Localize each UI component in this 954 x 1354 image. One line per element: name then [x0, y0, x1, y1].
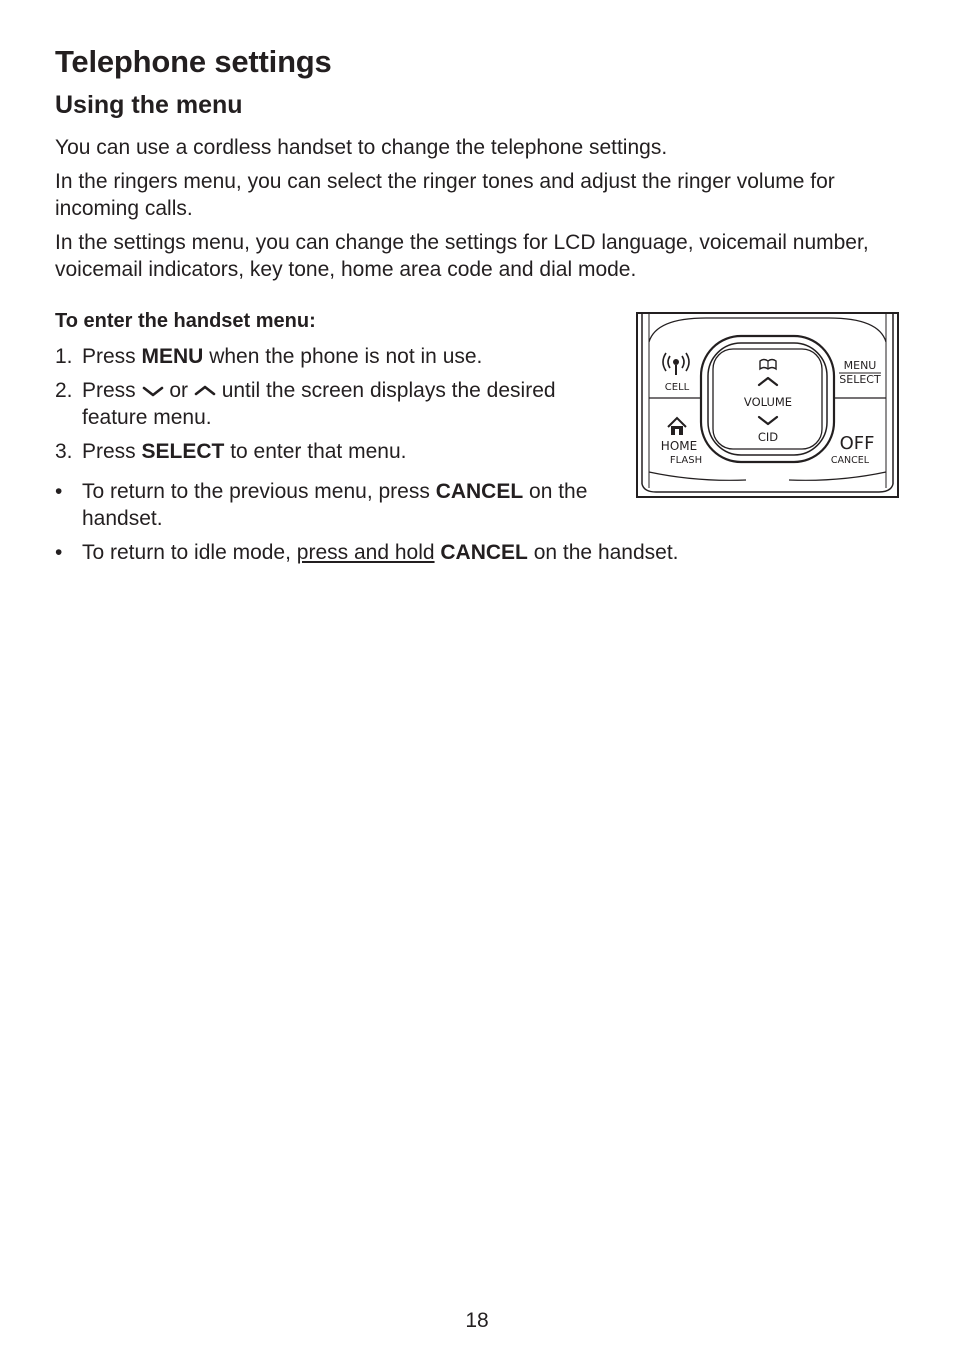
chevron-up-icon — [194, 384, 216, 398]
cell-label: CELL — [664, 382, 690, 393]
select-label: SELECT — [839, 373, 881, 386]
section-subtitle: Using the menu — [55, 91, 243, 119]
step-number: 1. — [55, 345, 73, 368]
home-label: HOME — [660, 439, 698, 453]
settings-paragraph: In the settings menu, you can change the settings for LCD language, voicemail number, voicemail indicators, key tone, home area code and dial mode. — [55, 231, 869, 281]
procedure-heading: To enter the handset menu: — [55, 310, 316, 332]
step-text: Press or until the screen displays the desired feature menu. — [82, 379, 556, 429]
menu-key-name: MENU — [141, 345, 204, 368]
handset-keypad-illustration — [636, 312, 899, 498]
step-number: 3. — [55, 440, 73, 463]
bullet-text: To return to idle mode, press and hold CANCEL on the handset. — [82, 541, 679, 564]
select-key-name: SELECT — [141, 440, 225, 463]
press-and-hold-emphasis: press and hold — [296, 541, 435, 564]
step-text: Press SELECT to enter that menu. — [82, 440, 407, 463]
step-number: 2. — [55, 379, 73, 402]
bullet-text: To return to the previous menu, press CANCEL on the handset. — [82, 480, 588, 530]
page-number: 18 — [465, 1309, 489, 1332]
menu-label: MENU — [843, 359, 877, 372]
page-title: Telephone settings — [55, 44, 332, 79]
off-label: OFF — [839, 433, 875, 454]
cancel-label: CANCEL — [830, 455, 870, 466]
volume-label: VOLUME — [743, 395, 793, 409]
flash-label: FLASH — [669, 455, 703, 466]
step-text: Press MENU when the phone is not in use. — [82, 345, 483, 368]
bullet-symbol: • — [55, 541, 63, 564]
ringers-paragraph: In the ringers menu, you can select the ringer tones and adjust the ringer volume for incoming calls. — [55, 170, 835, 220]
cancel-key-name: CANCEL — [435, 480, 524, 503]
chevron-down-icon — [142, 384, 164, 398]
cid-label: CID — [757, 430, 779, 444]
bullet-symbol: • — [55, 480, 63, 503]
cancel-key-name: CANCEL — [440, 541, 528, 564]
intro-paragraph: You can use a cordless handset to change the telephone settings. — [55, 136, 668, 159]
